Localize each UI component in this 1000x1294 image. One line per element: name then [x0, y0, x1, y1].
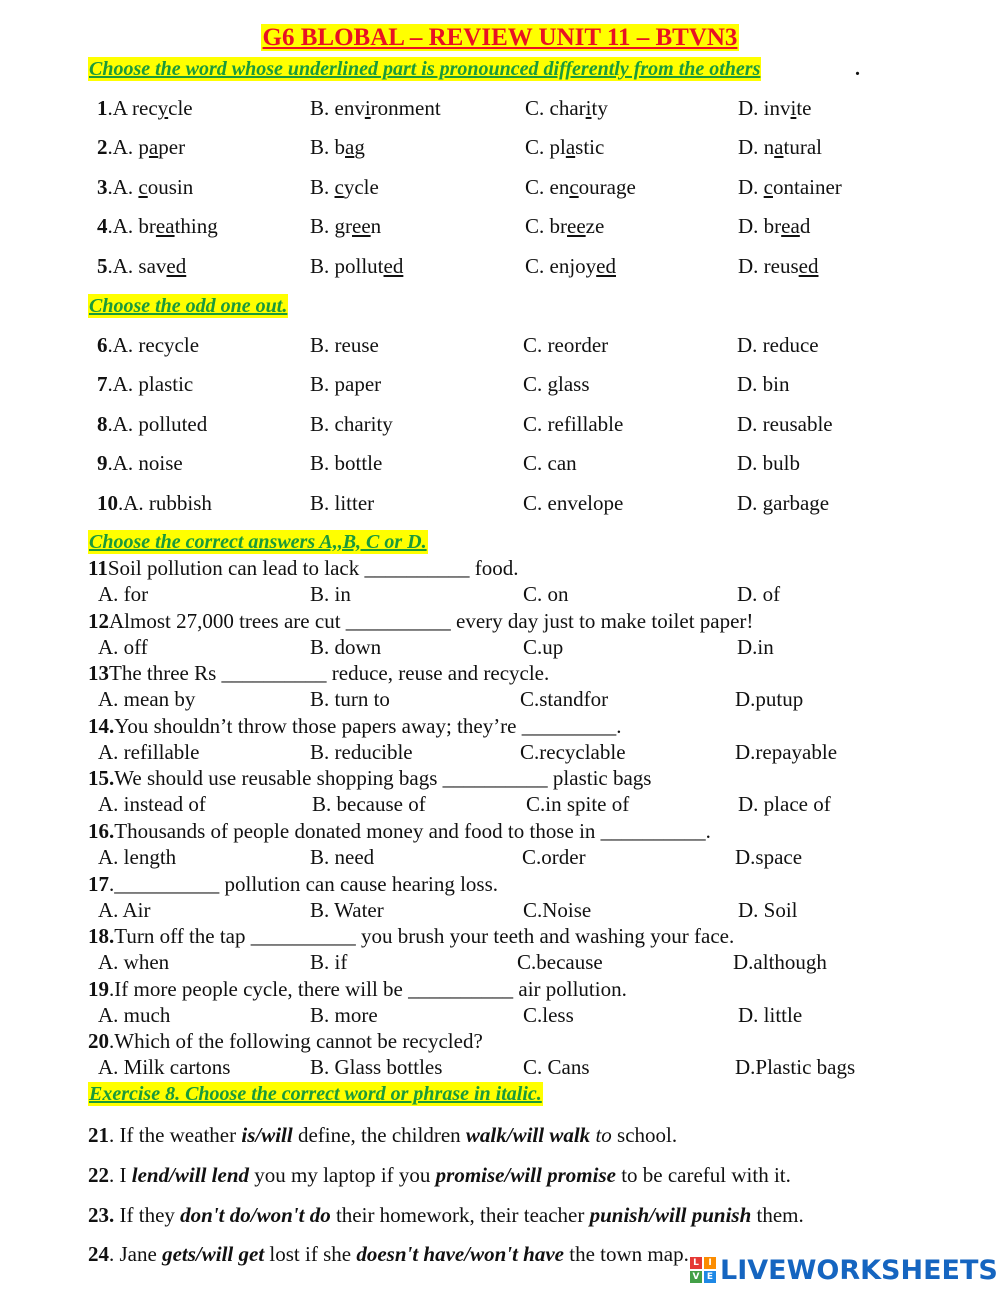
question-number-text: 9	[97, 451, 108, 475]
option-c[interactable]: C. can	[523, 451, 577, 475]
option-d[interactable]: D. Soil	[738, 898, 798, 922]
question-number-text: 15.	[88, 766, 115, 790]
question-number	[97, 213, 218, 239]
question-number-text: 7	[97, 372, 108, 396]
question-stem: .Which of the following cannot be recycled?	[109, 1029, 483, 1053]
question-number-text: 12	[88, 609, 109, 633]
underlined-part: i	[790, 96, 797, 120]
option-text: C. char	[525, 96, 586, 120]
question-dot: .	[107, 96, 113, 120]
option-d[interactable]: D. garbage	[737, 491, 830, 515]
question-number-text: 11	[88, 556, 108, 580]
section-pronunciation-heading: Choose the word whose underlined part is pronounced differently from the others	[89, 58, 761, 80]
choice-phrase[interactable]: is/will	[241, 1123, 293, 1147]
question-dot: .	[107, 372, 113, 396]
question-number-text: 5	[97, 254, 108, 278]
underlined-part: ed	[798, 254, 819, 278]
option-c[interactable]: C. Cans	[523, 1055, 590, 1079]
option-text: C. pl	[525, 135, 566, 159]
option-text: C. enjoy	[525, 254, 597, 278]
underlined-part: a	[345, 135, 355, 159]
option-text: n	[370, 214, 382, 238]
italic-word: to	[595, 1123, 612, 1147]
sentence-row	[88, 1122, 677, 1148]
option-text: D. reus	[738, 254, 799, 278]
question-number	[97, 174, 193, 200]
option-c[interactable]	[525, 95, 608, 121]
question-text	[88, 818, 711, 844]
option-c[interactable]: C.order	[522, 845, 586, 869]
sentence-text: If they	[114, 1203, 181, 1227]
option-text: A. rubbish	[123, 491, 212, 515]
question-dot: .	[107, 412, 113, 436]
option-a[interactable]	[97, 450, 183, 476]
section-exercise8-heading: Exercise 8. Choose the correct word or phrase in italic.	[89, 1083, 542, 1105]
option-a[interactable]: A. mean by	[98, 687, 196, 711]
choice-phrase[interactable]: walk/will walk	[465, 1123, 591, 1147]
option-text: A. recycle	[112, 333, 200, 357]
choice-phrase[interactable]: promise/will promise	[435, 1163, 616, 1187]
option-text: D. n	[738, 135, 775, 159]
option-text: per	[158, 135, 186, 159]
logo-tile: V	[690, 1271, 702, 1283]
question-text	[88, 765, 651, 791]
option-d[interactable]: D. little	[738, 1003, 803, 1027]
question-number-text: 1	[97, 96, 108, 120]
option-b[interactable]: B. down	[310, 635, 382, 659]
option-d[interactable]: D. reusable	[737, 412, 833, 436]
section-multiple-choice-heading: Choose the correct answers A,,B, C or D.	[89, 531, 427, 553]
option-d[interactable]	[738, 95, 812, 121]
option-text: ze	[585, 214, 605, 238]
option-text: A. plastic	[112, 372, 194, 396]
underlined-part: ed	[383, 254, 404, 278]
option-d[interactable]: D.Plastic bags	[735, 1055, 856, 1079]
choice-phrase[interactable]: punish/will punish	[589, 1203, 752, 1227]
question-number-text: 18.	[88, 924, 115, 948]
question-number-text: 14.	[88, 714, 115, 738]
sentence-text: to be careful with it.	[615, 1163, 791, 1187]
option-b[interactable]: B. if	[310, 950, 348, 974]
option-b[interactable]: B. because of	[312, 792, 426, 816]
question-text	[88, 1028, 483, 1054]
question-stem: The three Rs __________ reduce, reuse and recycle.	[109, 661, 550, 685]
question-text	[88, 713, 622, 739]
option-a[interactable]: A. much	[98, 1003, 171, 1027]
question-stem: Thousands of people donated money and food to those in __________.	[114, 819, 711, 843]
option-c[interactable]	[525, 134, 604, 160]
option-d[interactable]: D.in	[737, 635, 774, 659]
option-text: A.	[112, 175, 139, 199]
sentence-text: . If the weather	[109, 1123, 242, 1147]
choice-phrase[interactable]: doesn't have/won't have	[356, 1242, 565, 1266]
question-number	[97, 95, 193, 121]
sentence-text: you my laptop if you	[249, 1163, 436, 1187]
question-dot: .	[107, 333, 113, 357]
logo-tile: I	[704, 1257, 716, 1269]
option-text: ousin	[147, 175, 194, 199]
option-a[interactable]: A. for	[98, 582, 149, 606]
option-a[interactable]	[97, 490, 212, 516]
question-text	[88, 555, 518, 581]
option-a[interactable]	[97, 371, 193, 397]
underlined-part: ea	[781, 214, 800, 238]
question-number-text: 16.	[88, 819, 115, 843]
option-b[interactable]: B. turn to	[310, 687, 390, 711]
sentence-text: . I	[109, 1163, 132, 1187]
option-text: A. br	[112, 214, 156, 238]
question-number-text: 23.	[88, 1203, 115, 1227]
choice-phrase[interactable]: don't do/won't do	[180, 1203, 331, 1227]
question-number-text: 22	[88, 1163, 109, 1187]
question-stem: .__________ pollution can cause hearing loss.	[109, 872, 499, 896]
option-c[interactable]: C. envelope	[523, 491, 624, 515]
option-text: D. br	[738, 214, 782, 238]
underlined-part: ed	[596, 254, 616, 278]
option-a[interactable]: A. length	[98, 845, 177, 869]
option-b[interactable]	[310, 253, 403, 279]
question-number-text: 6	[97, 333, 108, 357]
option-d[interactable]: D.repayable	[735, 740, 838, 764]
option-b[interactable]: B. need	[310, 845, 375, 869]
option-c[interactable]: C. on	[523, 582, 569, 606]
underlined-part: a	[148, 135, 159, 159]
logo-text: LIVEWORKSHEETS	[720, 1254, 998, 1286]
question-text	[88, 608, 753, 634]
question-stem: Almost 27,000 trees are cut __________ every day just to make toilet paper!	[109, 609, 754, 633]
sentence-text: school.	[611, 1123, 678, 1147]
option-text: A. sav	[112, 254, 167, 278]
option-c[interactable]: C.because	[517, 950, 603, 974]
option-text: te	[796, 96, 812, 120]
option-text: B. b	[310, 135, 346, 159]
option-text: B. pollut	[310, 254, 384, 278]
option-text: A. polluted	[112, 412, 208, 436]
option-d[interactable]: D.putup	[735, 687, 804, 711]
sentence-row	[88, 1202, 804, 1228]
sentence-text: lost if she	[264, 1242, 357, 1266]
question-number-text: 3	[97, 175, 108, 199]
option-d[interactable]: D. reduce	[737, 333, 819, 357]
underlined-part: c	[569, 175, 579, 199]
question-stem: You shouldn’t throw those papers away; they’re _________.	[114, 714, 622, 738]
option-b[interactable]	[310, 213, 381, 239]
option-text: d	[799, 214, 811, 238]
option-a[interactable]: A. Milk cartons	[98, 1055, 231, 1079]
option-b[interactable]: B. in	[310, 582, 351, 606]
section-odd-one-out-heading: Choose the odd one out.	[89, 295, 288, 317]
question-number-text: 20	[88, 1029, 109, 1053]
question-text	[88, 871, 498, 897]
option-b[interactable]: B. charity	[310, 412, 393, 436]
question-dot: .	[107, 135, 113, 159]
option-b[interactable]	[310, 174, 379, 200]
option-a[interactable]: A. off	[98, 635, 148, 659]
option-text: tural	[783, 135, 822, 159]
question-number-text: 13	[88, 661, 109, 685]
option-text: B. env	[310, 96, 365, 120]
logo-tiles	[690, 1257, 716, 1283]
underlined-part: y	[157, 96, 169, 120]
question-number-text: 10	[97, 491, 118, 515]
option-b[interactable]: B. reuse	[310, 333, 379, 357]
sentence-text: their homework, their teacher	[330, 1203, 590, 1227]
sentence-row	[88, 1241, 689, 1267]
underlined-part: i	[364, 96, 371, 120]
logo-tile: L	[690, 1257, 702, 1269]
option-text: ycle	[343, 175, 379, 199]
question-number	[97, 253, 186, 279]
option-text: D. inv	[738, 96, 791, 120]
page-title: G6 BLOBAL – REVIEW UNIT 11 – BTVN3	[262, 24, 738, 51]
option-d[interactable]: D. of	[737, 582, 781, 606]
option-a[interactable]: A. instead of	[98, 792, 206, 816]
question-number-text: 2	[97, 135, 108, 159]
option-text: D.	[738, 175, 764, 199]
option-text: ourage	[578, 175, 636, 199]
question-number-text: 24	[88, 1242, 109, 1266]
option-text: ronment	[370, 96, 441, 120]
sentence-row	[88, 1162, 791, 1188]
option-c[interactable]: C.Noise	[523, 898, 592, 922]
option-text: thing	[174, 214, 218, 238]
option-b[interactable]: B. bottle	[310, 451, 383, 475]
option-text: A rec	[112, 96, 158, 120]
option-b[interactable]	[310, 95, 441, 121]
underlined-part: ee	[352, 214, 371, 238]
option-d[interactable]: D. bulb	[737, 451, 800, 475]
sentence-text: . Jane	[109, 1242, 163, 1266]
question-number-text: 4	[97, 214, 108, 238]
question-number-text: 8	[97, 412, 108, 436]
option-c[interactable]: C. reorder	[523, 333, 609, 357]
question-dot: .	[107, 175, 113, 199]
sentence-text: the town map.	[564, 1242, 689, 1266]
option-c[interactable]	[525, 213, 604, 239]
question-stem: .If more people cycle, there will be __________ air pollution.	[109, 977, 627, 1001]
choice-phrase[interactable]: lend/will lend	[131, 1163, 250, 1187]
logo-tile: E	[704, 1271, 716, 1283]
option-c[interactable]: C. refillable	[523, 412, 624, 436]
option-a[interactable]: A. Air	[98, 898, 151, 922]
section-heading-period: .	[855, 58, 860, 80]
option-a[interactable]	[97, 332, 199, 358]
sentence-text: define, the children	[292, 1123, 466, 1147]
option-b[interactable]: B. Water	[310, 898, 384, 922]
underlined-part: a	[565, 135, 576, 159]
option-text: C. br	[525, 214, 567, 238]
question-stem: We should use reusable shopping bags __________ plastic bags	[114, 766, 652, 790]
sentence-text: them.	[751, 1203, 804, 1227]
option-b[interactable]: B. more	[310, 1003, 378, 1027]
option-d[interactable]: D.although	[733, 950, 827, 974]
option-text: stic	[575, 135, 605, 159]
option-c[interactable]: C. glass	[523, 372, 590, 396]
question-text	[88, 660, 549, 686]
liveworksheets-logo	[690, 1255, 998, 1285]
option-text: A. p	[112, 135, 149, 159]
option-d[interactable]	[738, 134, 822, 160]
option-c[interactable]: C.up	[523, 635, 564, 659]
option-c[interactable]: C.less	[523, 1003, 574, 1027]
question-dot: .	[107, 254, 113, 278]
underlined-part: c	[138, 175, 148, 199]
option-text: C. en	[525, 175, 570, 199]
question-text	[88, 976, 627, 1002]
question-number-text: 19	[88, 977, 109, 1001]
underlined-part: c	[763, 175, 773, 199]
option-c[interactable]: C.recyclable	[520, 740, 626, 764]
option-text: cle	[168, 96, 193, 120]
question-number-text: 17	[88, 872, 109, 896]
underlined-part: ea	[155, 214, 175, 238]
option-d[interactable]	[738, 213, 810, 239]
option-b[interactable]: B. litter	[310, 491, 375, 515]
question-number-text: 21	[88, 1123, 109, 1147]
question-stem: Turn off the tap __________ you brush your teeth and washing your face.	[114, 924, 735, 948]
underlined-part: ee	[567, 214, 586, 238]
option-c[interactable]: C.standfor	[520, 687, 609, 711]
question-text	[88, 923, 734, 949]
option-d[interactable]: D. place of	[738, 792, 831, 816]
option-a[interactable]: A. refillable	[98, 740, 200, 764]
option-text: ontainer	[773, 175, 842, 199]
underlined-part: c	[334, 175, 344, 199]
question-dot: .	[107, 451, 113, 475]
question-number	[97, 134, 185, 160]
question-dot: .	[107, 214, 113, 238]
option-c[interactable]: C.in spite of	[526, 792, 630, 816]
option-text: ty	[591, 96, 608, 120]
option-text: g	[354, 135, 365, 159]
option-c[interactable]	[525, 174, 636, 200]
option-text: A. noise	[112, 451, 183, 475]
option-d[interactable]	[738, 253, 818, 279]
option-text: B. gr	[310, 214, 352, 238]
option-d[interactable]: D. bin	[737, 372, 790, 396]
underlined-part: ed	[166, 254, 187, 278]
question-dot: .	[118, 491, 124, 515]
option-c[interactable]	[525, 253, 616, 279]
option-d[interactable]	[738, 174, 842, 200]
option-text: B.	[310, 175, 335, 199]
option-d[interactable]: D.space	[735, 845, 803, 869]
underlined-part: a	[774, 135, 784, 159]
underlined-part: i	[585, 96, 592, 120]
option-b[interactable]	[310, 134, 365, 160]
option-a[interactable]	[97, 411, 207, 437]
option-b[interactable]: B. reducible	[310, 740, 413, 764]
option-a[interactable]: A. when	[98, 950, 170, 974]
option-b[interactable]: B. paper	[310, 372, 382, 396]
option-b[interactable]: B. Glass bottles	[310, 1055, 443, 1079]
question-stem: Soil pollution can lead to lack __________ food.	[107, 556, 519, 580]
choice-phrase[interactable]: gets/will get	[162, 1242, 265, 1266]
